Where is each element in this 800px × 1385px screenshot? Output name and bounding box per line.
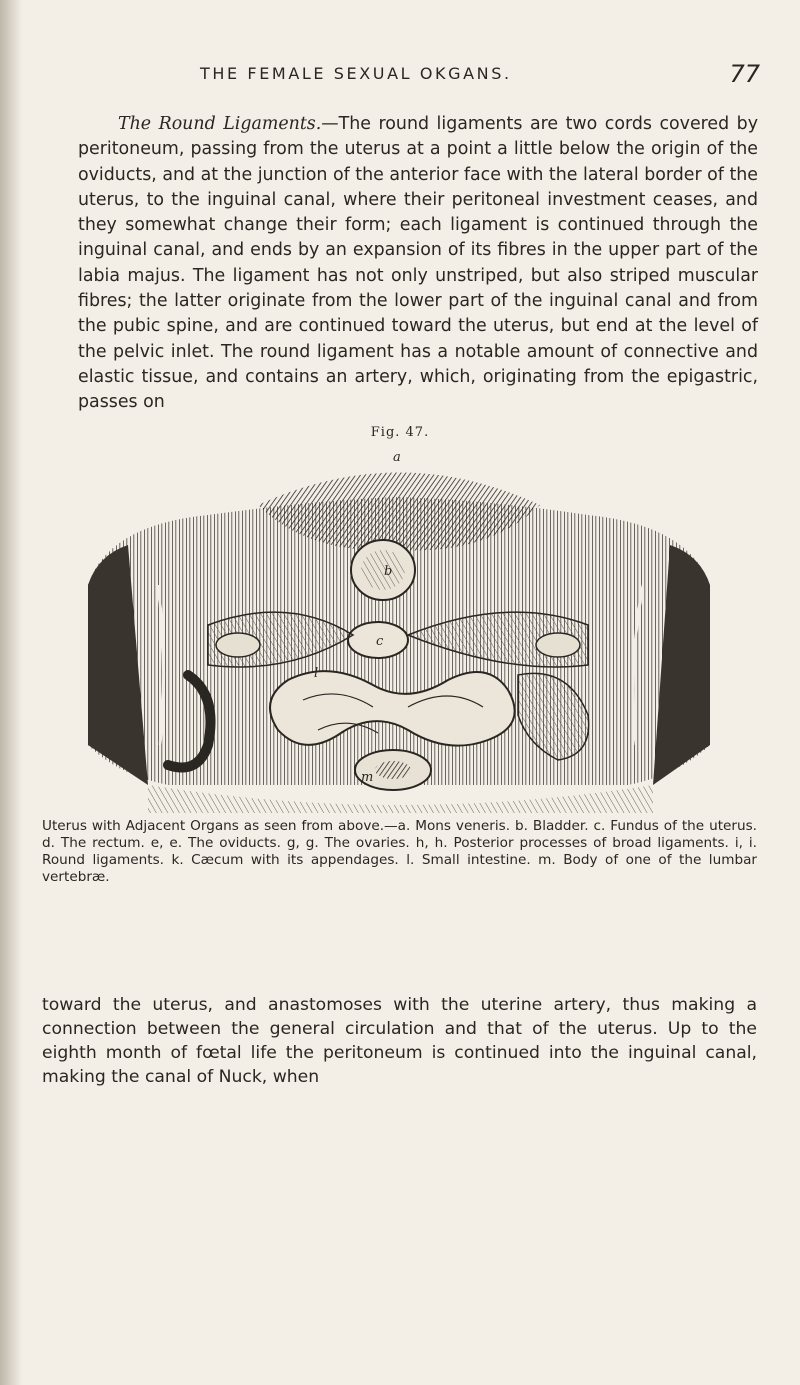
figure-caption: Uterus with Adjacent Organs as seen from above.—a. Mons veneris. b. Bladder. c. Fundus of the uterus. d. The rectum. e, e. The oviducts. g, g. The ovaries. h, h. Posterior processes of broad ligaments. i, i. Round ligaments. k. Cæcum with its appendages. l. Small intestine. m. Body of one of the lumbar vertebræ. xyxy=(42,818,757,885)
ovary-right xyxy=(536,633,580,657)
label-a: a xyxy=(393,450,401,465)
label-m: m xyxy=(361,770,374,785)
vertebra-shading xyxy=(375,761,411,779)
page-gutter-shadow xyxy=(0,0,22,1385)
section-title: The Round Ligaments. xyxy=(118,114,322,134)
ovary-left xyxy=(216,633,260,657)
figure-label: Fig. 47. xyxy=(370,425,430,440)
label-l: l xyxy=(314,666,319,681)
running-head: THE FEMALE SEXUAL OKGANS. xyxy=(200,64,512,83)
anatomical-engraving xyxy=(88,445,710,813)
page-header xyxy=(200,60,760,94)
page-number: 77 xyxy=(729,60,760,88)
paragraph-text: —The round ligaments are two cords covered by peritoneum, passing from the uterus at a point a little below the origin of the oviducts, and at the junction of the anterior face with the lateral border of the uterus, to the inguinal canal, where their peritoneal investment ceases, and they somewhat change their form; each ligament is continued through the inguinal canal, and ends by an expansion of its fibres in the upper part of the labia majus. The ligament has not only unstriped, but also striped muscular fibres; the latter originate from the lower part of the inguinal canal and from the pubic spine, and are continued toward the uterus, but end at the level of the pelvic inlet. The round ligament has a notable amount of connective and elastic tissue, and contains an artery, which, originating from the epigastric, passes on xyxy=(78,114,758,413)
label-b: b xyxy=(384,564,393,579)
label-c: c xyxy=(376,634,384,649)
paragraph-continuation: toward the uterus, and anastomoses with the uterine artery, thus making a connection between the general circulation and that of the uterus. Up to the eighth month of fœtal life the peritoneum is continued into the inguinal canal, making the canal of Nuck, when xyxy=(42,995,757,1087)
bladder-shading xyxy=(361,550,405,590)
paragraph-round-ligaments xyxy=(78,112,758,416)
engraving-illustration xyxy=(88,445,710,813)
